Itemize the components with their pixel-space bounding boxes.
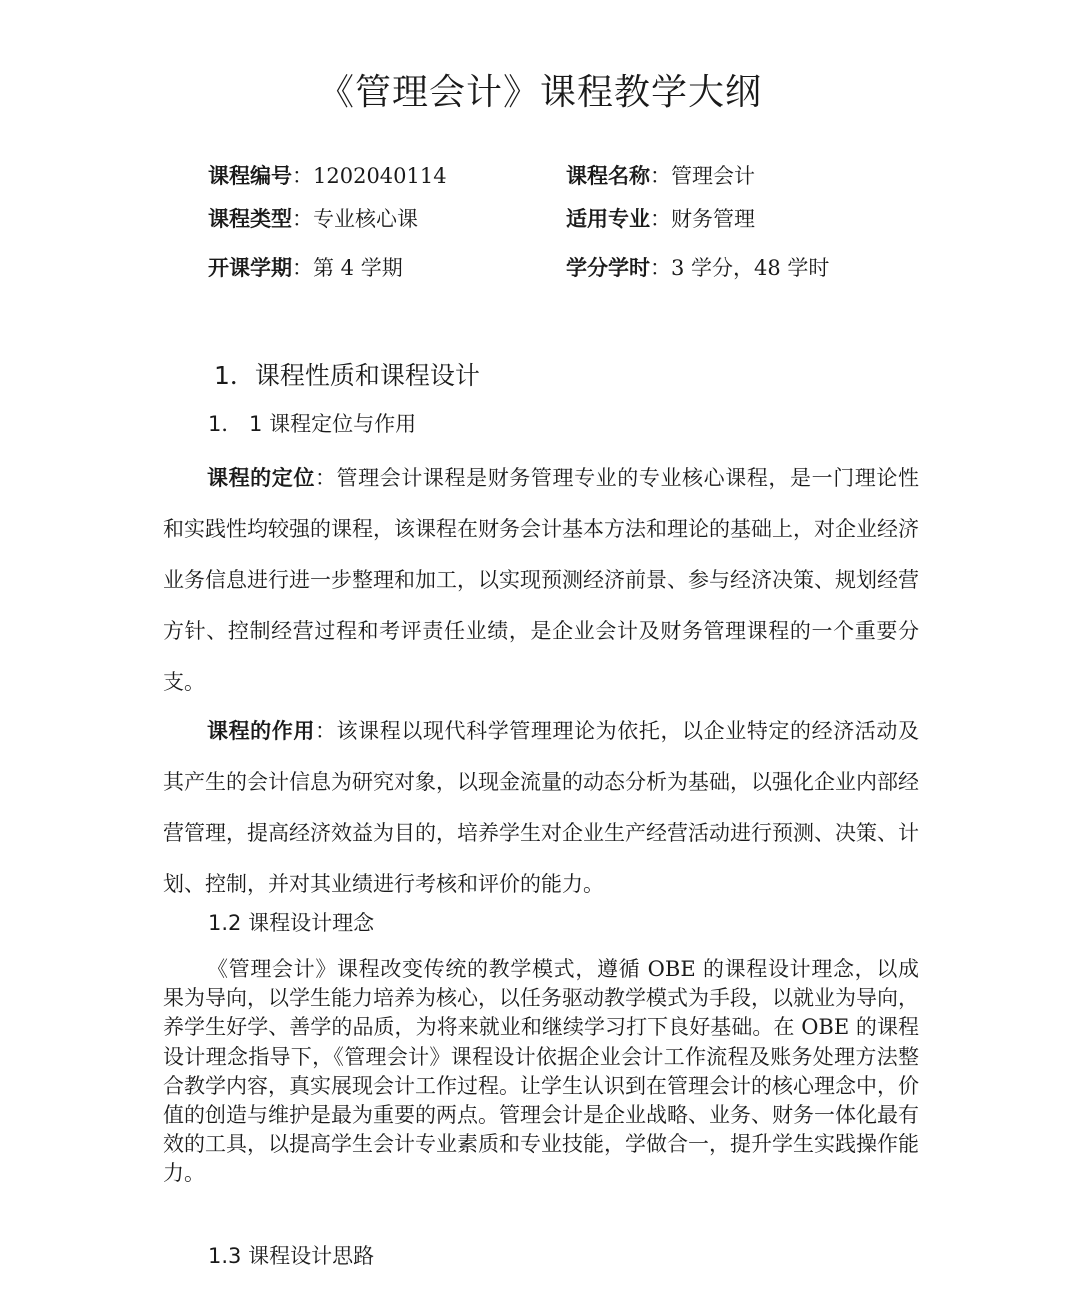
info-row-1 [0,160,1080,192]
positioning-lead: 课程的定位 [207,466,315,490]
course-type [208,203,418,235]
course-major-label: 适用专业 [566,207,650,231]
info-row-3 [0,252,1080,284]
course-major [566,203,755,235]
course-name [566,160,755,192]
course-term [208,252,403,284]
document-title: 《管理会计》课程教学大纲 [317,72,762,113]
course-credits-value: 3 学分，48 学时 [671,256,830,280]
positioning-text: ：管理会计课程是财务管理专业的专业核心课程，是一门理论性和实践性均较强的课程，该课程在财务会计基本方法和理论的基础上，对企业经济业务信息进行进一步整理和加工，以实现预测经济前景、参与经济决策、规划经营方针、控制经营过程和考评责任业绩，是企业会计及财务管理课程的一个重要分支。 [163,466,919,694]
course-code-value: 1202040114 [313,164,447,188]
role-lead: 课程的作用 [207,719,315,743]
course-term-value: 第 4 学期 [313,256,403,280]
course-code-label: 课程编号 [208,164,292,188]
separator: ： [650,256,671,280]
course-type-label: 课程类型 [208,207,292,231]
course-name-label: 课程名称 [566,164,650,188]
subsection-heading-1-1: 1． 1 课程定位与作用 [208,412,417,436]
design-concept-paragraph: 《管理会计》课程改变传统的教学模式，遵循 OBE 的课程设计理念，以成果为导向，以学生能力培养为核心，以任务驱动教学模式为手段，以就业为导向，养学生好学、善学的品质，为将来就业和继续学习打下良好基础。在 OBE 的课程设计理念指导下，《管理会计》课程设计依据企业会计工作流程及账务处理方法整合教学内容，真实展现会计工作过程。让学生认识到在管理会计的核心理念中，价值的创造与维护是最为重要的两点。管理会计是企业战略、业务、财务一体化最有效的工具，以提高学生会计专业素质和专业技能，学做合一，提升学生实践操作能力。 [163,957,919,1186]
course-credits-label: 学分学时 [566,256,650,280]
separator: ： [292,164,313,188]
separator: ： [650,207,671,231]
subsection-heading-1-3: 1.3 课程设计思路 [208,1244,375,1268]
role-text: ：该课程以现代科学管理理论为依托，以企业特定的经济活动及其产生的会计信息为研究对象，以现金流量的动态分析为基础，以强化企业内部经营管理，提高经济效益为目的，培养学生对企业生产经营活动进行预测、决策、计划、控制，并对其业绩进行考核和评价的能力。 [163,719,919,896]
course-term-label: 开课学期 [208,256,292,280]
separator: ： [292,207,313,231]
role-paragraph [163,706,919,910]
subsection-heading-1-2: 1.2 课程设计理念 [208,911,375,935]
positioning-paragraph [163,453,919,708]
section-heading: 1．课程性质和课程设计 [214,361,480,390]
separator: ： [650,164,671,188]
separator: ： [292,256,313,280]
course-code [208,160,447,192]
course-credits [566,252,829,284]
course-major-value: 财务管理 [671,207,755,231]
course-name-value: 管理会计 [671,164,755,188]
course-type-value: 专业核心课 [313,207,418,231]
info-row-2 [0,203,1080,235]
